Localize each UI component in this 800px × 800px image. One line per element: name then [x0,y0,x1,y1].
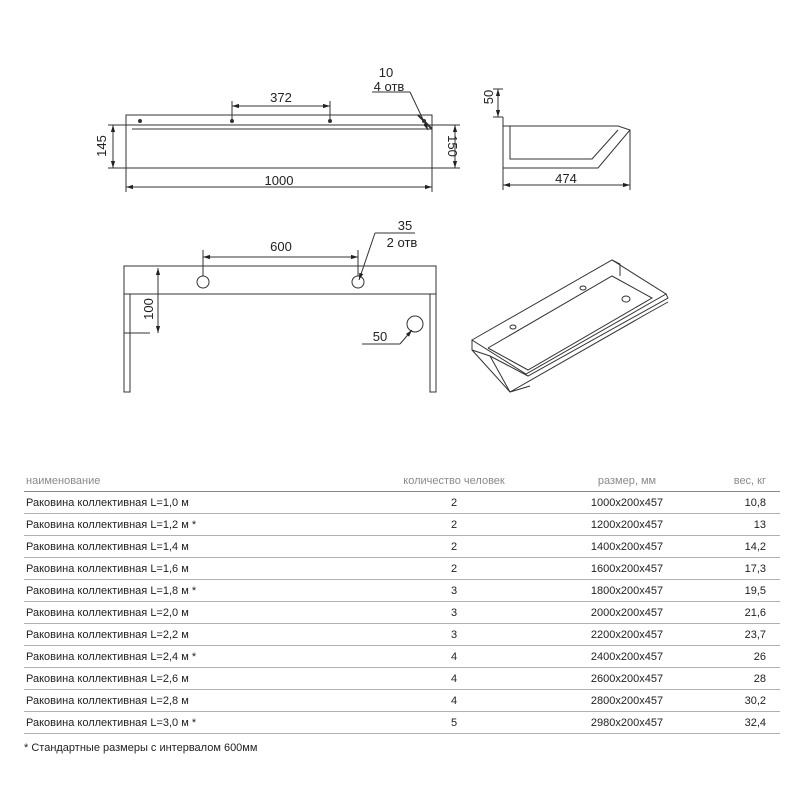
row-size: 2800x200x457 [548,690,706,712]
row-name: Раковина коллективная L=2,6 м [24,668,360,690]
top-dim-spacing: 372 [270,90,292,105]
row-name: Раковина коллективная L=2,0 м [24,602,360,624]
top-dim-height-right: 150 [445,135,460,157]
front-dim-hole: 35 [397,218,413,233]
row-size: 1400x200x457 [548,536,706,558]
row-size: 1200x200x457 [548,514,706,536]
row-people: 2 [360,492,548,514]
row-weight: 26 [706,646,780,668]
row-name: Раковина коллективная L=2,2 м [24,624,360,646]
table-header-row [24,471,780,492]
row-size: 2980x200x457 [548,712,706,734]
row-weight: 14,2 [706,536,780,558]
row-size: 1000x200x457 [548,492,706,514]
row-people: 2 [360,514,548,536]
table-row [24,624,780,646]
row-name: Раковина коллективная L=3,0 м * [24,712,360,734]
row-name: Раковина коллективная L=1,4 м [24,536,360,558]
row-people: 5 [360,712,548,734]
table-row [24,514,780,536]
row-weight: 28 [706,668,780,690]
front-dim-height: 100 [141,298,156,320]
row-weight: 10,8 [706,492,780,514]
side-dim-top: 50 [481,89,496,105]
row-people: 4 [360,668,548,690]
row-name: Раковина коллективная L=1,8 м * [24,580,360,602]
header-size: размер, мм [548,471,706,492]
top-dim-length: 1000 [264,173,294,188]
table-row [24,690,780,712]
row-size: 1600x200x457 [548,558,706,580]
header-weight: вес, кг [706,471,780,492]
row-name: Раковина коллективная L=1,6 м [24,558,360,580]
row-people: 4 [360,646,548,668]
row-people: 2 [360,536,548,558]
top-dim-height-left: 145 [94,135,109,157]
footnote: * Стандартные размеры с интервалом 600мм [24,742,258,754]
row-weight: 32,4 [706,712,780,734]
row-size: 2200x200x457 [548,624,706,646]
table-row [24,580,780,602]
row-weight: 19,5 [706,580,780,602]
front-dim-spacing: 600 [270,239,292,254]
row-size: 2400x200x457 [548,646,706,668]
row-people: 3 [360,624,548,646]
side-dim-depth: 474 [555,171,577,186]
row-name: Раковина коллективная L=2,8 м [24,690,360,712]
front-dim-drain: 50 [372,329,388,344]
row-people: 3 [360,580,548,602]
table-row [24,668,780,690]
row-name: Раковина коллективная L=1,0 м [24,492,360,514]
front-view-drawing [124,233,436,392]
table-row [24,712,780,734]
row-people: 2 [360,558,548,580]
front-dim-hole-count: 2 отв [386,235,418,250]
header-people: количество человек [360,471,548,492]
row-people: 4 [360,690,548,712]
row-weight: 17,3 [706,558,780,580]
row-weight: 23,7 [706,624,780,646]
table-row [24,536,780,558]
table-row [24,558,780,580]
table-row [24,492,780,514]
table-row [24,602,780,624]
spec-table [24,471,780,734]
row-name: Раковина коллективная L=1,2 м * [24,514,360,536]
row-weight: 13 [706,514,780,536]
row-size: 2600x200x457 [548,668,706,690]
top-dim-hole-count: 4 отв [373,79,405,94]
header-name: наименование [24,471,360,492]
row-size: 2000x200x457 [548,602,706,624]
row-weight: 30,2 [706,690,780,712]
row-name: Раковина коллективная L=2,4 м * [24,646,360,668]
isometric-view-drawing [472,260,668,392]
table-row [24,646,780,668]
top-dim-hole: 10 [378,65,394,80]
row-weight: 21,6 [706,602,780,624]
row-people: 3 [360,602,548,624]
row-size: 1800x200x457 [548,580,706,602]
